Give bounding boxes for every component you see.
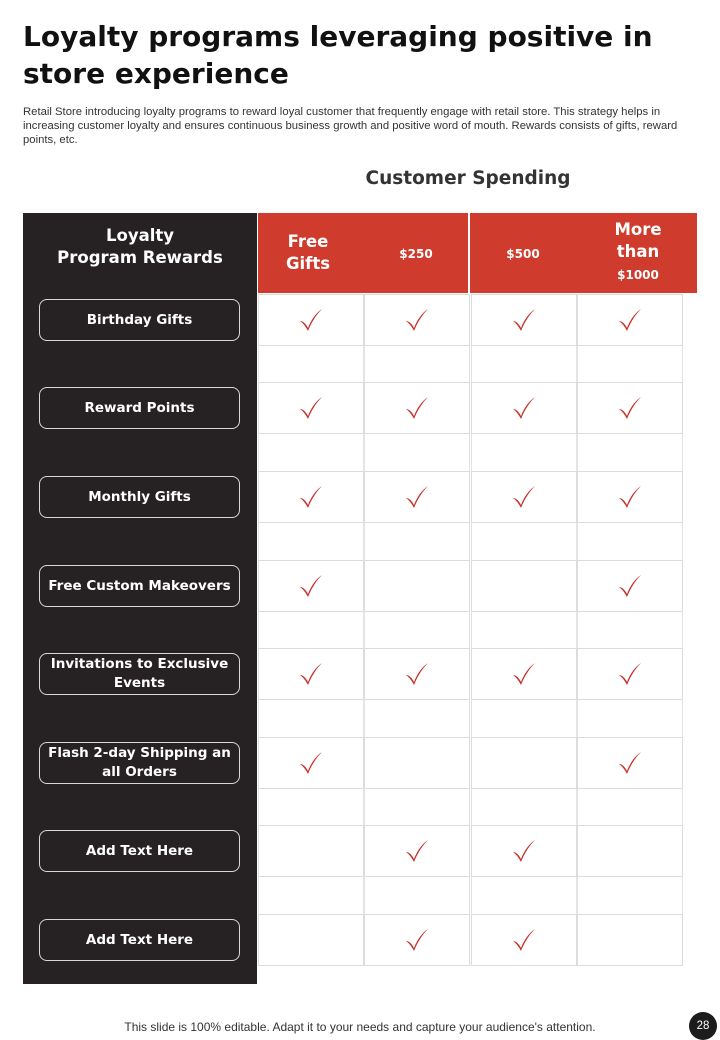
grid-gap — [364, 789, 470, 825]
grid-gap — [258, 612, 364, 648]
grid-cell — [577, 914, 683, 966]
grid-gap — [577, 612, 683, 648]
check-icon — [511, 838, 537, 864]
check-icon — [511, 484, 537, 510]
grid-gap — [577, 877, 683, 914]
check-icon — [298, 661, 324, 687]
grid-cell — [471, 825, 577, 877]
grid-cell — [577, 294, 683, 346]
reward-item: Invitations to Exclusive Events — [39, 653, 240, 695]
check-icon — [298, 573, 324, 599]
tier-header-group-left — [258, 213, 468, 293]
grid-cell — [364, 737, 470, 789]
grid-gap — [577, 346, 683, 382]
check-icon — [511, 927, 537, 953]
grid-gap — [577, 523, 683, 560]
check-icon — [617, 307, 643, 333]
check-icon — [617, 661, 643, 687]
grid-cell — [471, 560, 577, 612]
grid-cell — [471, 737, 577, 789]
check-icon — [404, 307, 430, 333]
tier-more-than-1000 — [579, 219, 697, 287]
grid-cell — [364, 560, 470, 612]
check-icon — [298, 484, 324, 510]
check-icon — [404, 927, 430, 953]
reward-item: Birthday Gifts — [39, 299, 240, 341]
grid-gap — [577, 434, 683, 471]
grid-gap — [258, 789, 364, 825]
check-icon — [298, 750, 324, 776]
grid-cell — [364, 471, 470, 523]
grid-cell — [258, 560, 364, 612]
grid-gap — [471, 700, 577, 737]
tier-more-amount: $1000 — [617, 268, 659, 282]
grid-cell — [258, 294, 364, 346]
check-icon — [617, 573, 643, 599]
reward-item: Reward Points — [39, 387, 240, 429]
grid-cell — [258, 737, 364, 789]
grid-gap — [471, 434, 577, 471]
grid-cell — [471, 648, 577, 700]
grid-cell — [258, 825, 364, 877]
grid-cell — [364, 382, 470, 434]
grid-cell — [471, 914, 577, 966]
tier-250: $250 — [399, 247, 433, 261]
check-icon — [617, 484, 643, 510]
reward-item: Add Text Here — [39, 830, 240, 872]
tier-free-line1: Free — [287, 232, 329, 251]
grid-gap — [471, 877, 577, 914]
grid-gap — [364, 612, 470, 648]
tier-free-line2: Gifts — [285, 254, 331, 273]
grid-cell — [577, 382, 683, 434]
grid-cell — [471, 294, 577, 346]
grid-gap — [258, 434, 364, 471]
check-icon — [404, 395, 430, 421]
grid-cell — [258, 914, 364, 966]
grid-gap — [258, 877, 364, 914]
grid-gap — [364, 700, 470, 737]
check-icon — [298, 395, 324, 421]
reward-item: Monthly Gifts — [39, 476, 240, 518]
check-icon — [404, 661, 430, 687]
reward-item: Free Custom Makeovers — [39, 565, 240, 607]
check-icon — [404, 838, 430, 864]
description: Retail Store introducing loyalty programs to reward loyal customer that frequently engage with retail store. This strategy helps in increasing customer loyalty and ensures continuous business growth and positive word of mouth. Rewards consists of gifts, reward points, etc. — [23, 106, 678, 146]
rewards-heading-line1: Loyalty — [105, 226, 175, 245]
check-icon — [511, 307, 537, 333]
grid-gap — [364, 877, 470, 914]
page-title: Loyalty programs leveraging positive in store experience — [23, 20, 653, 90]
grid-cell — [577, 648, 683, 700]
check-icon — [511, 661, 537, 687]
grid-cell — [471, 471, 577, 523]
grid-cell — [471, 382, 577, 434]
reward-item: Add Text Here — [39, 919, 240, 961]
grid-cell — [577, 471, 683, 523]
grid-cell — [364, 294, 470, 346]
grid-cell — [364, 825, 470, 877]
tier-free-gifts — [258, 231, 358, 275]
grid-gap — [364, 523, 470, 560]
check-icon — [404, 484, 430, 510]
rewards-heading-line2: Program Rewards — [57, 248, 223, 267]
check-icon — [617, 750, 643, 776]
customer-spending-heading: Customer Spending — [365, 168, 571, 189]
page-number: 28 — [689, 1012, 717, 1040]
grid-cell — [258, 382, 364, 434]
grid-cell — [258, 471, 364, 523]
grid-gap — [577, 700, 683, 737]
grid-gap — [471, 789, 577, 825]
tier-header-group-right — [470, 213, 697, 293]
tier-more-line1: More — [614, 220, 662, 239]
grid-gap — [471, 612, 577, 648]
check-icon — [617, 395, 643, 421]
rewards-heading — [23, 225, 257, 269]
grid-gap — [258, 523, 364, 560]
grid-gap — [471, 523, 577, 560]
footer-note: This slide is 100% editable. Adapt it to your needs and capture your audience's attention. — [124, 1020, 596, 1034]
grid-gap — [258, 700, 364, 737]
tier-more-line2: than — [616, 242, 660, 261]
grid-gap — [364, 434, 470, 471]
check-icon — [298, 307, 324, 333]
grid-gap — [258, 346, 364, 382]
tier-500: $500 — [506, 247, 540, 261]
grid-gap — [364, 346, 470, 382]
grid-cell — [258, 648, 364, 700]
grid-gap — [577, 789, 683, 825]
grid-cell — [577, 825, 683, 877]
reward-item: Flash 2-day Shipping an all Orders — [39, 742, 240, 784]
grid-cell — [577, 560, 683, 612]
rewards-panel — [23, 213, 257, 984]
grid-gap — [471, 346, 577, 382]
check-icon — [511, 395, 537, 421]
grid-cell — [577, 737, 683, 789]
grid-cell — [364, 648, 470, 700]
grid-cell — [364, 914, 470, 966]
